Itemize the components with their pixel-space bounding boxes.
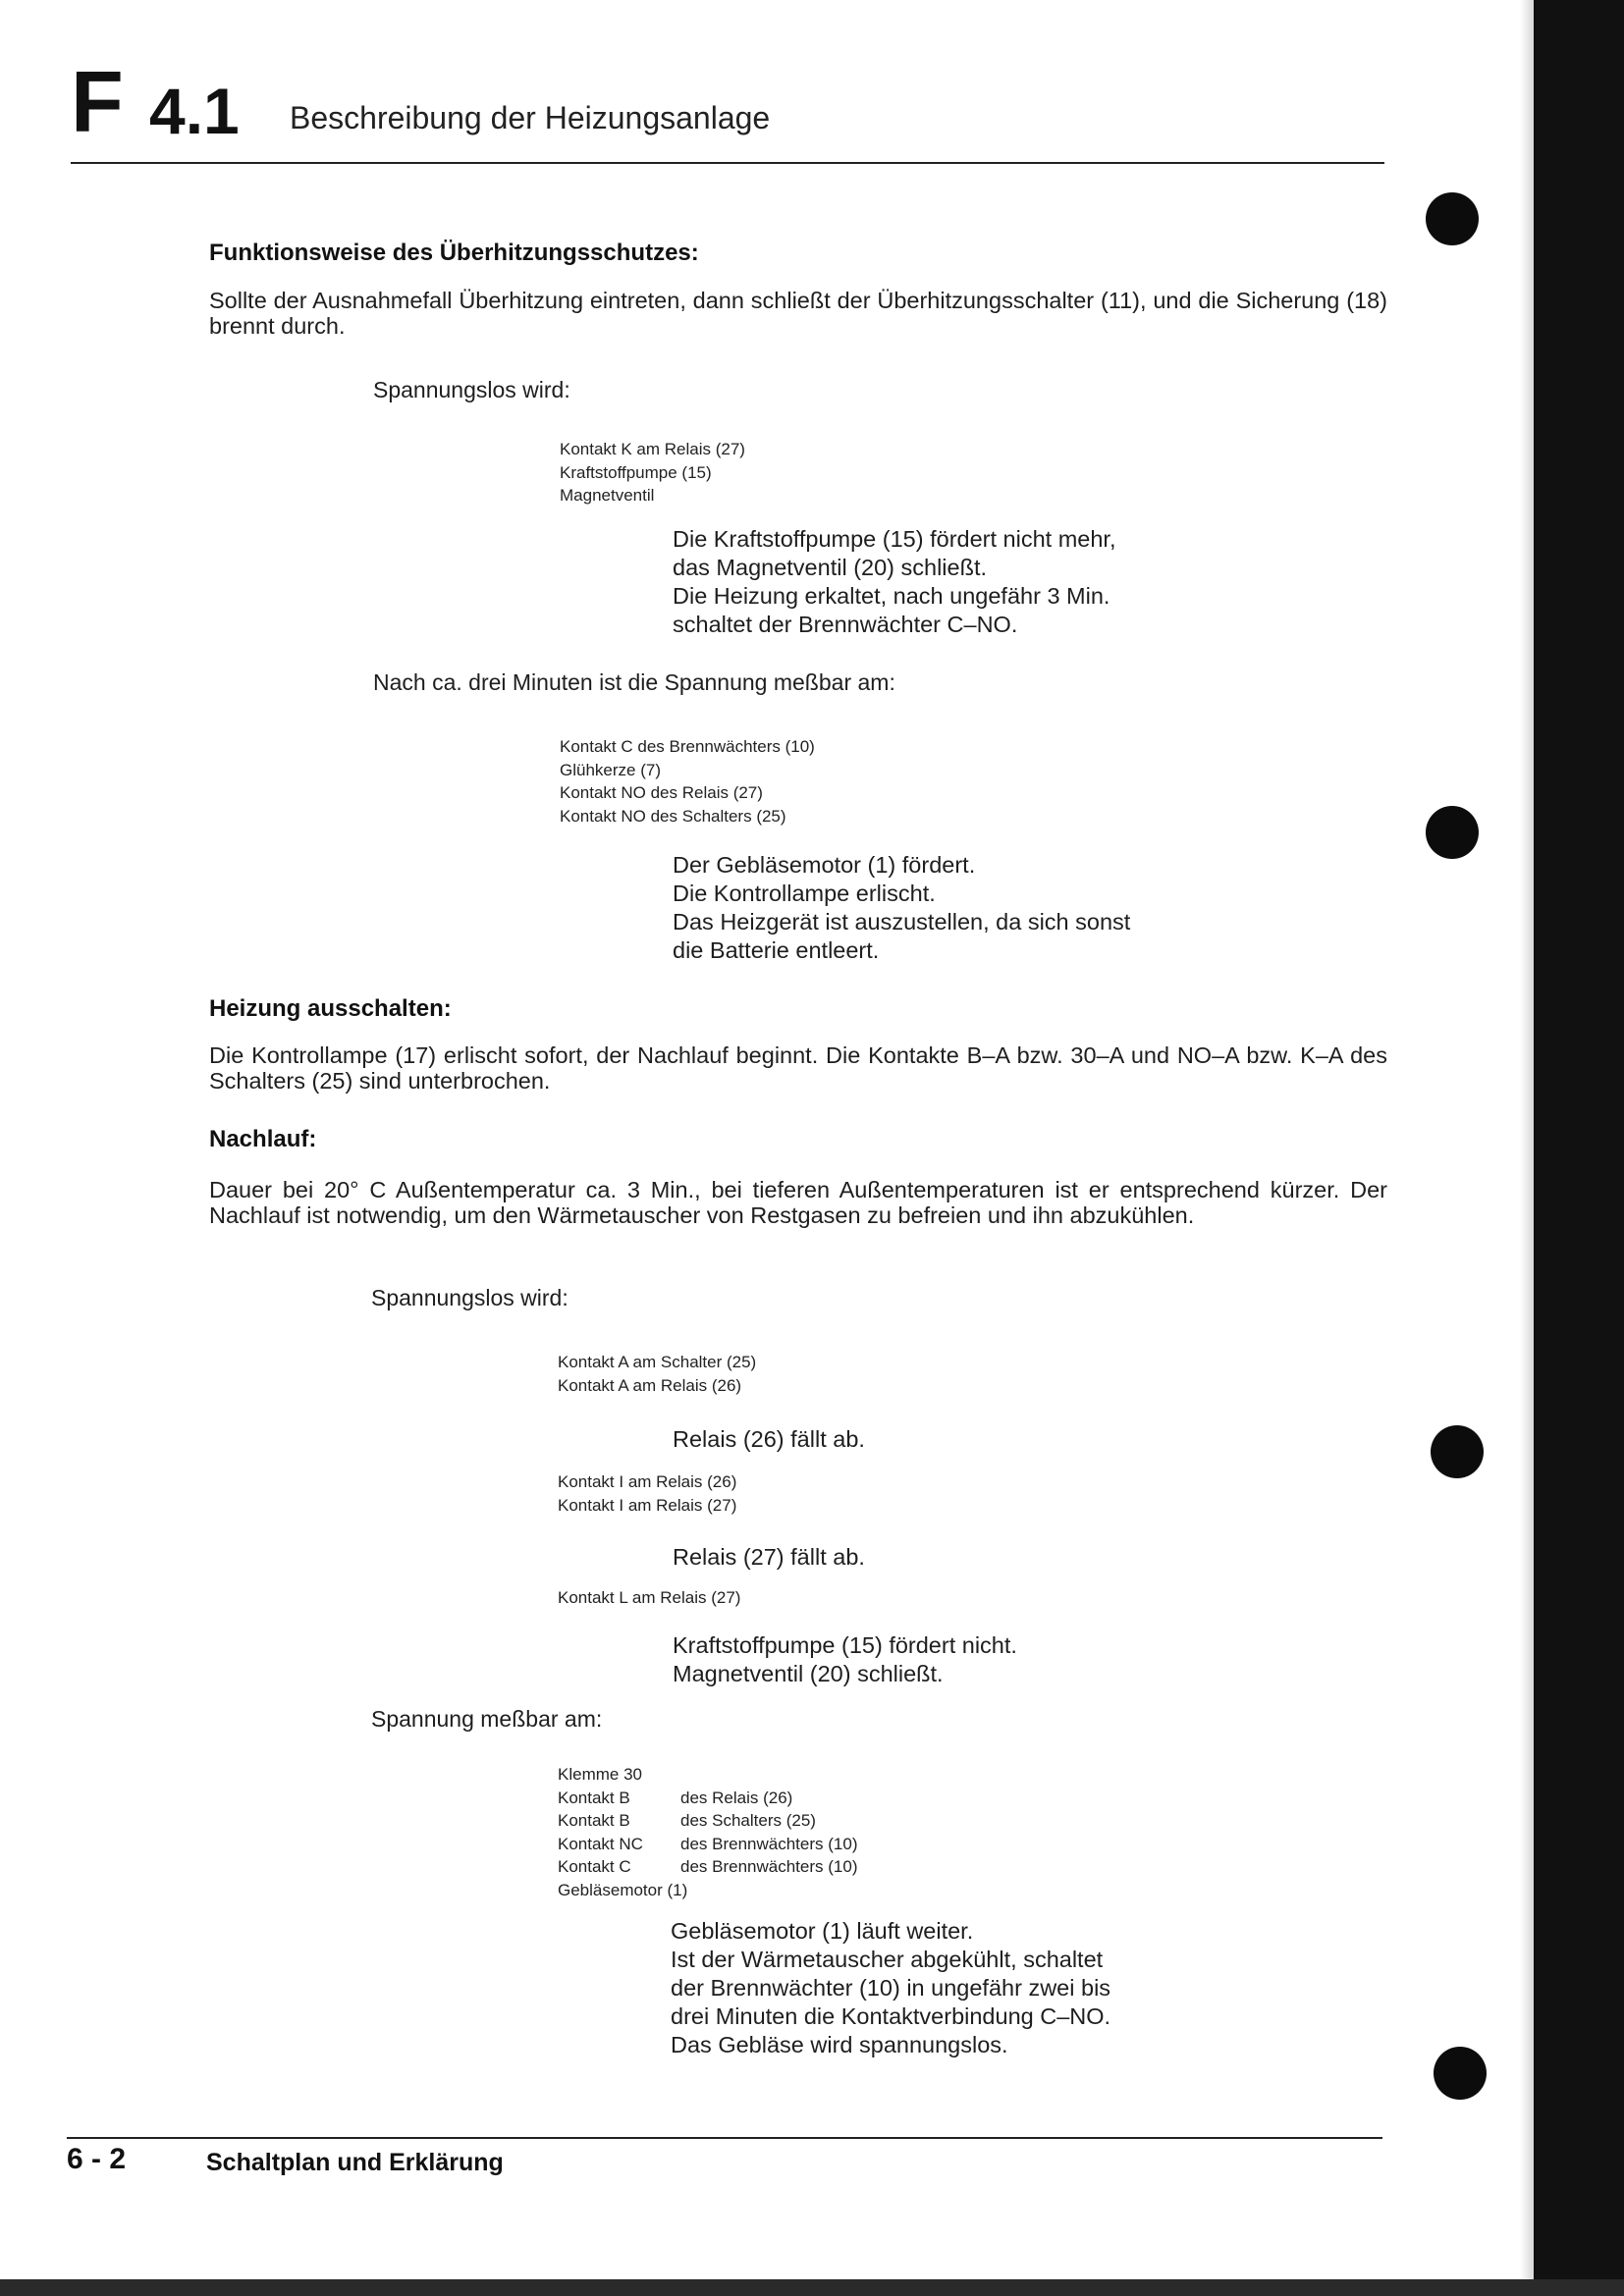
afterrun-paragraph: Dauer bei 20° C Außentemperatur ca. 3 Min., bei tieferen Außentemperaturen ist er entsprechend kürzer. Der Nachlauf ist notwendig, um den Wärmetauscher von Restgasen zu befreien und ihn abzukühlen. (209, 1177, 1387, 1228)
result-line: schaltet der Brennwächter C–NO. (673, 612, 1018, 637)
result-line: Magnetventil (20) schließt. (673, 1661, 944, 1686)
afterrun-lead-dead: Spannungslos wird: (371, 1285, 568, 1310)
list-item-label: Kontakt C (558, 1857, 631, 1876)
punch-hole-2 (1426, 806, 1479, 859)
overheat-result-1 (673, 525, 1116, 639)
switch-off-heading: Heizung ausschalten: (209, 995, 452, 1022)
list-item: Kontakt NO des Relais (27) (560, 783, 763, 802)
list-item: Kontakt C des Brennwächters (10) (560, 737, 815, 756)
afterrun-result-4 (671, 1917, 1110, 2059)
list-item-label: Klemme 30 (558, 1765, 642, 1784)
list-item: Kontakt A am Schalter (25) (558, 1353, 757, 1371)
result-line: Die Kraftstoffpumpe (15) fördert nicht mehr, (673, 526, 1116, 552)
result-line: Die Heizung erkaltet, nach ungefähr 3 Min. (673, 583, 1110, 609)
punch-hole-4 (1434, 2047, 1487, 2100)
footer-title: Schaltplan und Erklärung (206, 2149, 504, 2176)
overheat-heading: Funktionsweise des Überhitzungsschutzes: (209, 240, 699, 266)
scan-background-edge (1534, 0, 1624, 2296)
header-rule (71, 162, 1384, 164)
result-line: drei Minuten die Kontaktverbindung C–NO. (671, 2003, 1111, 2029)
page-number: 6 - 2 (67, 2143, 127, 2175)
result-line: Gebläsemotor (1) läuft weiter. (671, 1918, 974, 1944)
list-item (558, 1763, 857, 1787)
list-item-label: Kontakt B (558, 1811, 630, 1830)
punch-hole-1 (1426, 192, 1479, 245)
result-line: die Batterie entleert. (673, 937, 880, 963)
list-item-label: Gebläsemotor (1) (558, 1880, 688, 1899)
punch-hole-3 (1431, 1425, 1484, 1478)
list-item (558, 1833, 857, 1856)
list-item: Kontakt NO des Schalters (25) (560, 806, 786, 826)
result-line: der Brennwächter (10) in ungefähr zwei bis (671, 1975, 1111, 2001)
list-item (558, 1787, 857, 1810)
list-item-detail: des Relais (26) (680, 1788, 793, 1807)
list-item: Kraftstoffpumpe (15) (560, 462, 712, 482)
list-item (558, 1809, 857, 1833)
scan-bottom-edge (0, 2279, 1624, 2296)
result-line: das Magnetventil (20) schließt. (673, 555, 988, 580)
section-letter: F (71, 53, 124, 150)
overheat-voltage-list (560, 735, 815, 828)
overheat-paragraph: Sollte der Ausnahmefall Überhitzung eintreten, dann schließt der Überhitzungsschalter (11), und die Sicherung (18) brennt durch. (209, 288, 1387, 339)
overheat-lead-dead: Spannungslos wird: (373, 377, 570, 402)
afterrun-lead-voltage: Spannung meßbar am: (371, 1706, 603, 1732)
overheat-result-2 (673, 851, 1130, 965)
result-line: Kraftstoffpumpe (15) fördert nicht. (673, 1632, 1017, 1658)
list-item: Kontakt I am Relais (26) (558, 1472, 737, 1491)
result-line: Der Gebläsemotor (1) fördert. (673, 852, 976, 878)
list-item-label: Kontakt NC (558, 1834, 643, 1853)
afterrun-heading: Nachlauf: (209, 1126, 317, 1152)
afterrun-result-2 (673, 1543, 865, 1572)
page-edge-shadow (1520, 0, 1534, 2296)
list-item-detail: des Schalters (25) (680, 1811, 816, 1830)
afterrun-dead-list-2 (558, 1470, 736, 1517)
footer-rule (67, 2137, 1382, 2139)
overheat-lead-voltage: Nach ca. drei Minuten ist die Spannung meßbar am: (373, 669, 895, 695)
page-title: Beschreibung der Heizungsanlage (290, 100, 771, 135)
afterrun-result-3 (673, 1631, 1017, 1688)
result-line: Das Gebläse wird spannungslos. (671, 2032, 1008, 2057)
list-item-detail: des Brennwächters (10) (680, 1857, 858, 1876)
result-line: Relais (27) fällt ab. (673, 1544, 865, 1570)
list-item: Kontakt I am Relais (27) (558, 1495, 737, 1515)
list-item: Kontakt L am Relais (27) (558, 1588, 741, 1607)
list-item-detail: des Brennwächters (10) (680, 1834, 858, 1853)
list-item: Kontakt A am Relais (26) (558, 1375, 742, 1395)
switch-off-paragraph: Die Kontrollampe (17) erlischt sofort, der Nachlauf beginnt. Die Kontakte B–A bzw. 30–A und NO–A bzw. K–A des Schalters (25) sind unterbrochen. (209, 1042, 1387, 1094)
list-item: Kontakt K am Relais (27) (560, 440, 745, 458)
result-line: Relais (26) fällt ab. (673, 1426, 865, 1452)
list-item (558, 1879, 857, 1902)
result-line: Ist der Wärmetauscher abgekühlt, schaltet (671, 1947, 1104, 1972)
afterrun-voltage-list (558, 1763, 857, 1901)
list-item-label: Kontakt B (558, 1788, 630, 1807)
result-line: Die Kontrollampe erlischt. (673, 881, 936, 906)
list-item: Magnetventil (560, 486, 655, 505)
overheat-dead-list (560, 438, 745, 507)
afterrun-result-1 (673, 1425, 865, 1454)
section-number: 4.1 (149, 75, 240, 147)
afterrun-dead-list-3 (558, 1586, 740, 1610)
result-line: Das Heizgerät ist auszustellen, da sich sonst (673, 909, 1131, 934)
list-item (558, 1855, 857, 1879)
afterrun-dead-list-1 (558, 1351, 756, 1397)
list-item: Glühkerze (7) (560, 760, 661, 779)
